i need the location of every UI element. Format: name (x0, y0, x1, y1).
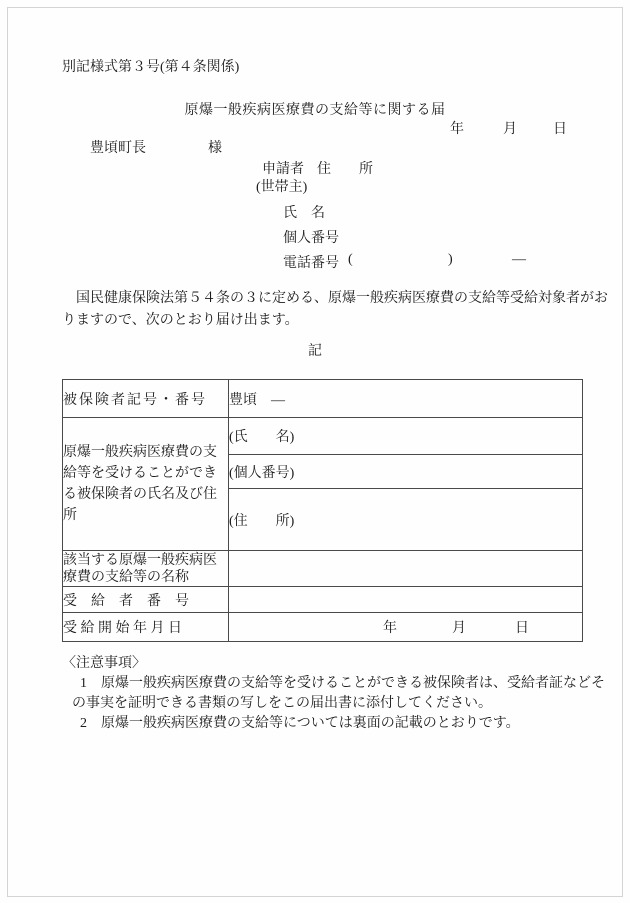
body-paragraph-line-1: 国民健康保険法第５４条の３に定める、原爆一般疾病医療費の支給等受給対象者がお (62, 291, 608, 306)
table-row (63, 380, 583, 418)
start-date-day-label: 日 (515, 621, 529, 636)
body-paragraph-line-2: りますので、次のとおり届け出ます。 (62, 313, 299, 328)
phone-line (283, 252, 526, 272)
addressee: 豊頃町長 (90, 141, 146, 156)
applicant-address-label: 住 所 (317, 162, 373, 177)
benefit-name-value-cell (229, 551, 583, 587)
date-month-label: 月 (503, 122, 517, 137)
phone-paren-open: ( (348, 252, 353, 267)
insured-symbol-number-label: 被保険者記号・番号 (63, 380, 229, 418)
benefit-start-date-label: 受 給 開 始 年 月 日 (63, 613, 229, 642)
date-day-label: 日 (553, 122, 567, 137)
notes-heading: 〈注意事項〉 (62, 656, 146, 671)
ki-heading: 記 (308, 344, 322, 359)
table-row (63, 587, 583, 613)
benefit-start-date-blanks (229, 617, 582, 637)
start-date-month-label: 月 (452, 621, 466, 636)
start-date-year-label: 年 (383, 621, 397, 636)
eligible-name-sublabel: (氏 名) (229, 418, 583, 455)
eligible-address-sublabel: (住 所) (229, 489, 583, 551)
insured-symbol-number-value: 豊頃 ― (229, 380, 583, 418)
phone-dash: ― (512, 252, 526, 267)
applicant-personal-number-label: 個人番号 (283, 231, 339, 246)
benefit-start-date-value-cell (229, 613, 583, 642)
recipient-number-value-cell (229, 587, 583, 613)
table-row (63, 418, 583, 455)
note-item-2: 2 原爆一般疾病医療費の支給等については裏面の記載のとおりです。 (80, 716, 520, 731)
eligible-insured-person-label: 原爆一般疾病医療費の支給等を受けることができる被保険者の氏名及び住所 (63, 418, 229, 551)
addressee-honorific: 様 (208, 141, 222, 156)
applicant-label: 申請者 (262, 162, 304, 177)
form-number: 別記様式第３号(第４条関係) (62, 60, 240, 75)
phone-label: 電話番号 (283, 256, 339, 271)
date-year-label: 年 (450, 122, 464, 137)
note-item-1-line-1: 1 原爆一般疾病医療費の支給等を受けることができる被保険者は、受給者証などそ (80, 676, 605, 691)
benefit-name-label: 該当する原爆一般疾病医療費の支給等の名称 (63, 551, 229, 587)
applicant-name-label: 氏 名 (283, 206, 325, 221)
notification-table (62, 379, 583, 642)
table-row (63, 613, 583, 642)
document-title: 原爆一般疾病医療費の支給等に関する届 (184, 103, 446, 118)
note-item-1-line-2: の事実を証明できる書類の写しをこの届出書に添付してください。 (72, 696, 492, 711)
householder-label: (世帯主) (256, 180, 308, 195)
recipient-number-label: 受 給 者 番 号 (63, 587, 229, 613)
table-row (63, 551, 583, 587)
body-paragraph (62, 288, 608, 332)
eligible-personal-number-sublabel: (個人番号) (229, 455, 583, 489)
phone-paren-close: ) (448, 252, 453, 267)
date-blank-line (450, 118, 567, 138)
